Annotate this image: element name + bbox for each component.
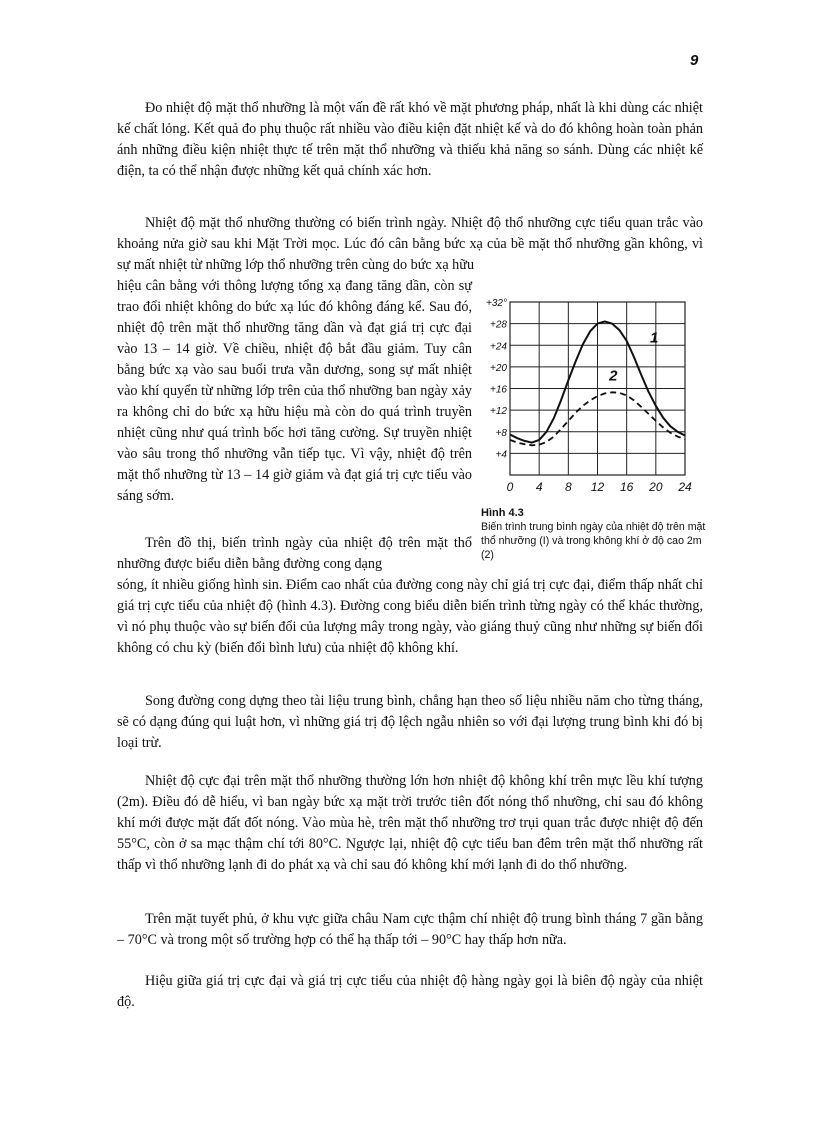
x-tick-label: 0 [506, 480, 514, 494]
curve-label-1: 1 [650, 329, 659, 347]
x-tick-label: 24 [678, 480, 692, 494]
paragraph-6 [117, 909, 703, 951]
y-tick-label: +8 [495, 427, 507, 439]
y-tick-label: +4 [495, 449, 507, 461]
paragraph-6-text: Trên mặt tuyết phủ, ở khu vực giữa châu Nam cực thậm chí nhiệt độ trung bình tháng 7 gần bằng – 70°C và trong một số trường hợp có thể hạ thấp tới – 90°C hay thấp hơn nữa. [117, 911, 703, 948]
paragraph-3-continued [117, 575, 703, 659]
temperature-chart [480, 292, 690, 497]
y-tick-label: +32° [486, 298, 507, 309]
paragraph-3-continued-text: sóng, ít nhiều giống hình sin. Điểm cao nhất của đường cong này chỉ giá trị cực đại, điểm thấp nhất chỉ giá trị cực tiểu của nhiệt độ (hình 4.3). Đường cong biểu diễn biến trình từng ngày có thể khác thường, vì nó phụ thuộc vào sự biến đổi của lượng mây trong ngày, vào giáng thuỷ cũng như những sự biến đổi không có chu kỳ (biến đổi bình lưu) của nhiệt độ không khí. [117, 577, 703, 656]
x-tick-label: 16 [619, 480, 634, 494]
paragraph-4-text: Song đường cong dựng theo tài liệu trung bình, chẳng hạn theo số liệu nhiều năm cho từng tháng, sẽ có dạng đúng qui luật hơn, vì những giá trị độ lệch ngẫu nhiên so với đại lượng trung bình khi đó bị loại trừ. [117, 693, 703, 751]
x-tick-label: 4 [535, 480, 543, 494]
figure-title: Hình 4.3 [481, 507, 524, 519]
y-tick-label: +20 [490, 362, 507, 374]
paragraph-4 [117, 691, 703, 754]
paragraph-1-text: Đo nhiệt độ mặt thổ nhưỡng là một vấn đề rất khó về mặt phương pháp, nhất là khi dùng các nhiệt kế chất lỏng. Kết quả đo phụ thuộc rất nhiều vào điều kiện đặt nhiệt kế và do đó không hoàn toàn phản ánh những điều kiện nhiệt thực tế trên mặt thổ nhưỡng và thiếu khả năng so sánh. Dùng các nhiệt kế điện, ta có thể nhận được những kết quả chính xác hơn. [117, 100, 703, 179]
x-tick-label: 8 [564, 480, 572, 494]
paragraph-3-start [117, 533, 472, 575]
page-number: 9 [690, 52, 699, 69]
y-tick-label: +28 [490, 319, 507, 331]
paragraph-7-text: Hiệu giữa giá trị cực đại và giá trị cực tiểu của nhiệt độ hàng ngày gọi là biên độ ngày của nhiệt độ. [117, 973, 703, 1010]
paragraph-2-continued [117, 276, 472, 507]
paragraph-2-continued-text: hiệu cân bằng với thông lượng tổng xạ đang tăng dần, còn sự trao đổi nhiệt không do bức xạ lúc đó không đáng kể. Sau đó, nhiệt độ trên mặt thổ nhưỡng tăng dần và đạt giá trị cực đại vào 13 – 14 giờ. Về chiều, nhiệt độ bắt đầu giảm. Tuy cân bằng bức xạ vào sau buổi trưa vẫn dương, song sự mất nhiệt vào khí quyển từ những lớp trên của thổ nhưỡng ban ngày xảy ra không chỉ do bức xạ hữu hiệu mà còn do quá trình truyền nhiệt cũng như quá trình bốc hơi tăng cường. Sự truyền nhiệt vào sâu trong thổ nhưỡng vẫn tiếp tục. Vì vậy, nhiệt độ trên mặt thổ nhưỡng từ 13 – 14 giờ giảm và đạt giá trị cực tiểu vào sáng sớm. [117, 278, 472, 504]
curve-label-2: 2 [609, 367, 618, 385]
paragraph-3-start-text: Trên đồ thị, biến trình ngày của nhiệt độ trên mặt thổ nhưỡng được biểu diễn bằng đường cong dạng [117, 535, 472, 572]
paragraph-2 [117, 213, 703, 276]
figure-caption: Biến trình trung bình ngày của nhiệt độ trên mặt thổ nhưỡng (I) và trong không khí ở độ cao 2m (2) [481, 521, 706, 561]
y-tick-label: +24 [490, 341, 507, 353]
paragraph-5 [117, 771, 703, 876]
figure-4-3 [480, 292, 710, 502]
paragraph-2-text: Nhiệt độ mặt thổ nhưỡng thường có biến trình ngày. Nhiệt độ thổ nhưỡng cực tiểu quan trắc vào khoảng nửa giờ sau khi Mặt Trời mọc. Lúc đó cân bằng bức xạ của bề mặt thổ nhưỡng gần không, vì sự mất nhiệt từ những lớp thổ nhưỡng trên cùng do bức xạ hữu [117, 215, 703, 273]
paragraph-5-text: Nhiệt độ cực đại trên mặt thổ nhưỡng thường lớn hơn nhiệt độ không khí trên mực lều khí tượng (2m). Điều đó dễ hiểu, vì ban ngày bức xạ mặt trời trước tiên đốt nóng thổ nhưỡng, chỉ sau đó không khí mới được mặt đất đốt nóng. Vào mùa hè, trên mặt thổ nhưỡng trơ trụi quan trắc được nhiệt độ đến 55°C, còn ở sa mạc thậm chí tới 80°C. Ngược lại, nhiệt độ cực tiểu ban đêm trên mặt thổ nhưỡng rất thấp vì thổ nhưỡng lạnh đi do phát xạ và chỉ sau đó không khí mới lạnh đi do thổ nhưỡng. [117, 773, 703, 873]
x-tick-label: 12 [590, 480, 605, 494]
y-tick-label: +12 [490, 406, 507, 418]
paragraph-7 [117, 971, 703, 1013]
y-tick-label: +16 [490, 384, 507, 396]
paragraph-1 [117, 98, 703, 182]
x-tick-label: 20 [649, 480, 663, 494]
